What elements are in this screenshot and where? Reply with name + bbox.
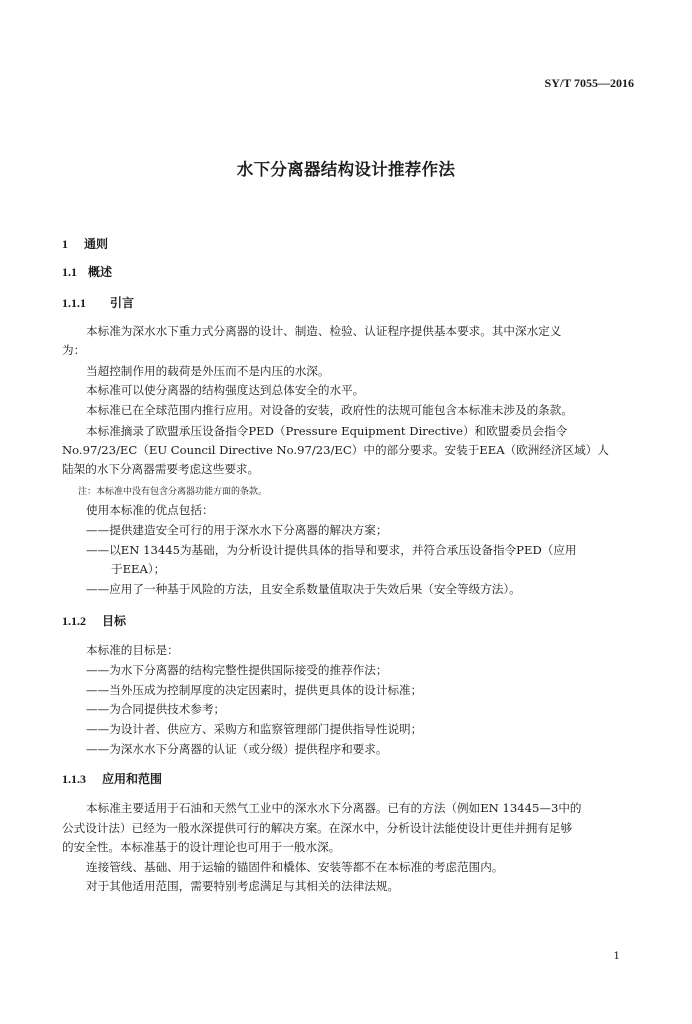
page-number: 1 [613, 950, 620, 962]
section-title: 引言 [110, 296, 135, 310]
section-title: 概述 [88, 265, 113, 279]
objectives-lead: 本标准的目标是： [86, 643, 179, 657]
standard-code: SY/T 7055—2016 [544, 76, 634, 90]
objective-item-2: ——当外压成为控制厚度的决定因素时，提供更具体的设计标准； [86, 683, 423, 697]
section-1-1-1-heading [62, 294, 134, 311]
advantage-item-2-line-2: 于EEA）； [111, 562, 166, 576]
section-1-1-2-heading [62, 612, 126, 629]
scope-paragraph-1-line-1: 本标准主要适用于石油和天然气工业中的深水水下分离器。已有的方法（例如EN 13445—3中的 [86, 801, 582, 815]
section-1-heading [62, 235, 108, 252]
scope-paragraph-2: 连接管线、基础、用于运输的锚固件和橇体、安装等都不在本标准的考虑范围内。 [86, 860, 504, 874]
section-number: 1.1.2 [62, 614, 86, 628]
objective-item-3: ——为合同提供技术参考； [86, 702, 226, 716]
advantage-item-1: ——提供建造安全可行的用于深水水下分离器的解决方案； [86, 523, 388, 537]
intro-paragraph-3: 本标准可以使分离器的结构强度达到总体安全的水平。 [86, 383, 365, 397]
section-number: 1.1.1 [62, 296, 86, 310]
section-title: 目标 [102, 614, 127, 628]
intro-paragraph-5-line-2: No.97/23/EC（EU Council Directive No.97/23/EC）中的部分要求。安装于EEA（欧洲经济区域）人 [62, 443, 609, 457]
section-title: 通则 [84, 237, 109, 251]
intro-note: 注：本标准中没有包含分离器功能方面的条款。 [78, 487, 268, 497]
advantages-lead: 使用本标准的优点包括： [86, 503, 214, 517]
scope-paragraph-1-line-2: 公式设计法）已经为一般水深提供可行的解决方案。在深水中，分析设计法能使设计更佳并拥有足够 [62, 821, 573, 835]
intro-paragraph-5-line-3: 陆架的水下分离器需要考虑这些要求。 [62, 462, 260, 476]
scope-paragraph-1-line-3: 的安全性。本标准基于的设计理论也可用于一般水深。 [62, 840, 341, 854]
section-title: 应用和范围 [102, 772, 163, 786]
scope-paragraph-3: 对于其他适用范围，需要特别考虑满足与其相关的法律法规。 [86, 879, 400, 893]
intro-paragraph-1-line-1: 本标准为深水水下重力式分离器的设计、制造、检验、认证程序提供基本要求。其中深水定义 [86, 324, 562, 338]
objective-item-4: ——为设计者、供应方、采购方和监察管理部门提供指导性说明； [86, 722, 423, 736]
section-1-1-3-heading [62, 770, 162, 787]
advantage-item-2-line-1: ——以EN 13445为基础，为分析设计提供具体的指导和要求，并符合承压设备指令PED（应用 [86, 543, 577, 557]
section-number: 1.1.3 [62, 772, 86, 786]
advantage-item-3: ——应用了一种基于风险的方法，且安全系数量值取决于失效后果（安全等级方法）。 [86, 582, 521, 596]
intro-paragraph-1-line-2: 为： [62, 343, 86, 357]
objective-item-1: ——为水下分离器的结构完整性提供国际接受的推荐作法； [86, 663, 388, 677]
section-1-1-heading [62, 263, 112, 280]
intro-paragraph-4: 本标准已在全球范围内推行应用。对设备的安装，政府性的法规可能包含本标准未涉及的条款。 [86, 403, 573, 417]
intro-paragraph-5-line-1: 本标准摘录了欧盟承压设备指令PED（Pressure Equipment Directive）和欧盟委员会指令 [86, 424, 568, 438]
document-title: 水下分离器结构设计推荐作法 [236, 160, 456, 179]
section-number: 1.1 [62, 265, 77, 279]
intro-paragraph-2: 当超控制作用的载荷是外压而不是内压的水深。 [86, 364, 330, 378]
objective-item-5: ——为深水水下分离器的认证（或分级）提供程序和要求。 [86, 742, 388, 756]
section-number: 1 [62, 237, 68, 251]
